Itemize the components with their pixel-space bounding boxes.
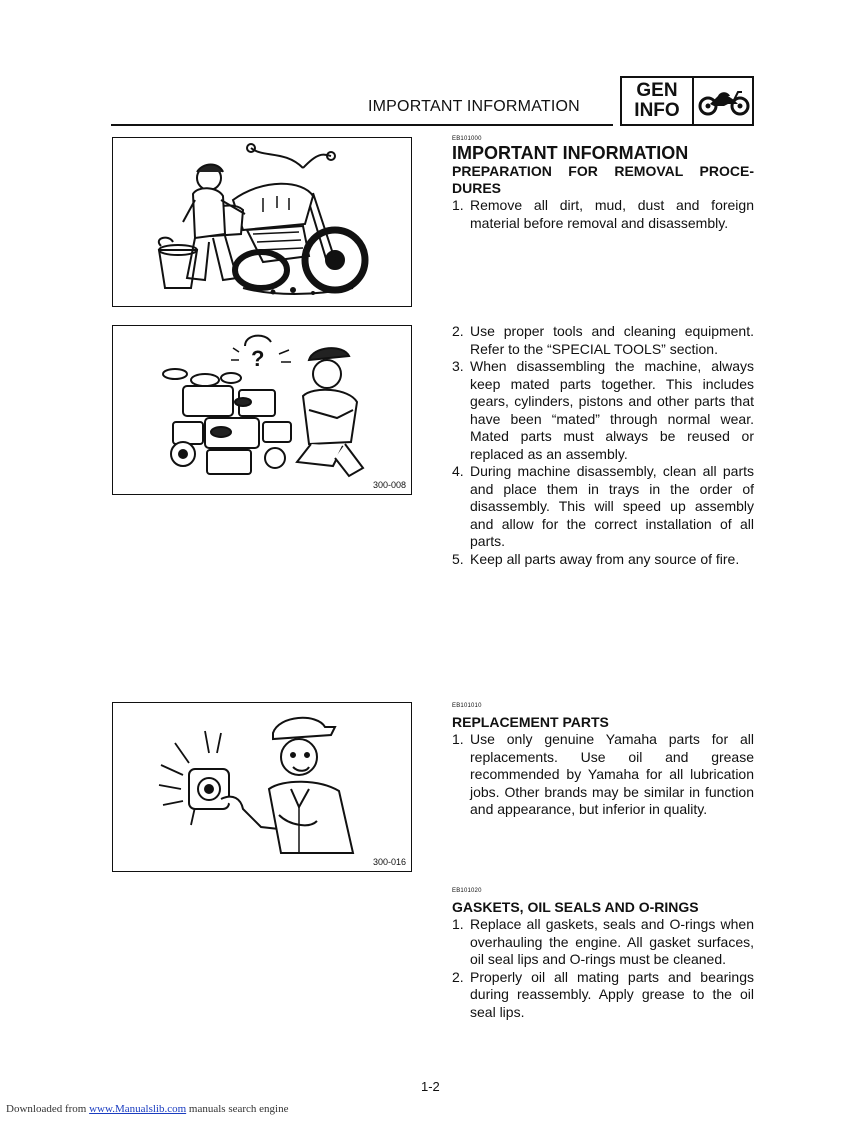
section-tab-label (622, 78, 694, 124)
list-item-text: Replace all gaskets, seals and O-rings when overhauling the engine. All gasket surfaces, oil seal lips and O-rings must be cleaned. (470, 916, 754, 967)
section-title: IMPORTANT INFORMATION (452, 143, 689, 163)
list-item-number: 2. (452, 968, 464, 985)
list-item (452, 551, 754, 569)
list-item-text: Remove all dirt, mud, dust and foreign material before removal and disassembly. (470, 197, 754, 231)
section-code: EB101010 (452, 703, 482, 709)
figure-genuine-parts (112, 702, 412, 872)
list-item-text: Use only genuine Yamaha parts for all replacements. Use oil and grease recommended by Yamaha for all lubrication jobs. Other brands may be similar in function and appearance, but inferior in quality. (470, 731, 754, 817)
list-item (452, 731, 754, 819)
instruction-list (452, 916, 754, 1021)
page-header-title: IMPORTANT INFORMATION (368, 98, 580, 115)
list-item-number: 5. (452, 550, 464, 567)
list-item-text: Keep all parts away from any source of fire. (470, 550, 740, 567)
list-item (452, 916, 754, 969)
list-item (452, 463, 754, 551)
list-item-text: Properly oil all mating parts and bearings during reassembly. Apply grease to the oil seal lips. (470, 968, 754, 1020)
manualslib-link[interactable]: www.Manualslib.com (89, 1103, 187, 1115)
list-item-number: 4. (452, 463, 464, 479)
page-number: 1-2 (421, 1079, 440, 1094)
footer-suffix: manuals search engine (186, 1103, 289, 1115)
instruction-list (452, 323, 754, 568)
header-rule (111, 124, 613, 126)
section-tab (620, 76, 754, 126)
download-footer (6, 1103, 288, 1115)
section-code: EB101020 (452, 888, 482, 894)
list-item-text: Use proper tools and cleaning equipment. Refer to the “SPECIAL TOOLS” section. (470, 323, 754, 357)
section-subtitle-line1: PREPARATION FOR REMOVAL PROCE- (452, 163, 754, 179)
list-item-number: 1. (452, 916, 464, 932)
list-item-text: During machine disassembly, clean all parts and place them in trays in the order of disassembly. This will speed up assembly and allow for the correct installation of all parts. (470, 463, 754, 549)
section-subtitle-line2: DURES (452, 180, 502, 196)
svg-text:?: ? (251, 346, 265, 371)
list-item-number: 2. (452, 323, 464, 339)
figure-label: 300-008 (372, 480, 406, 490)
list-item-number: 1. (452, 197, 464, 213)
tab-label-info: INFO (634, 100, 680, 121)
list-item-text: When disassembling the machine, always keep mated parts together. This includes gears, cylinders, pistons and other parts that have been “mated” through normal wear. Mated parts must always be reused or replaced as an assembly. (470, 358, 754, 462)
list-item-number: 1. (452, 731, 464, 747)
footer-prefix: Downloaded from (6, 1103, 90, 1115)
list-item (452, 197, 754, 232)
motorcycle-icon (698, 84, 750, 118)
list-item (452, 323, 754, 358)
list-item (452, 969, 754, 1022)
list-item (452, 358, 754, 463)
instruction-list (452, 197, 754, 232)
figure-motorcycle-cleaning (112, 137, 412, 307)
motorcycle-cleaning-illustration (113, 138, 410, 305)
section-code: EB101000 (452, 136, 482, 142)
section-title: GASKETS, OIL SEALS AND O-RINGS (452, 899, 699, 915)
instruction-list (452, 731, 754, 819)
figure-label: 300-016 (372, 857, 406, 867)
genuine-parts-illustration (113, 703, 410, 870)
tab-label-gen: GEN (636, 80, 678, 101)
list-item-number: 3. (452, 358, 464, 374)
section-title: REPLACEMENT PARTS (452, 714, 609, 730)
parts-disassembly-illustration (113, 326, 410, 493)
figure-parts-disassembly (112, 325, 412, 495)
